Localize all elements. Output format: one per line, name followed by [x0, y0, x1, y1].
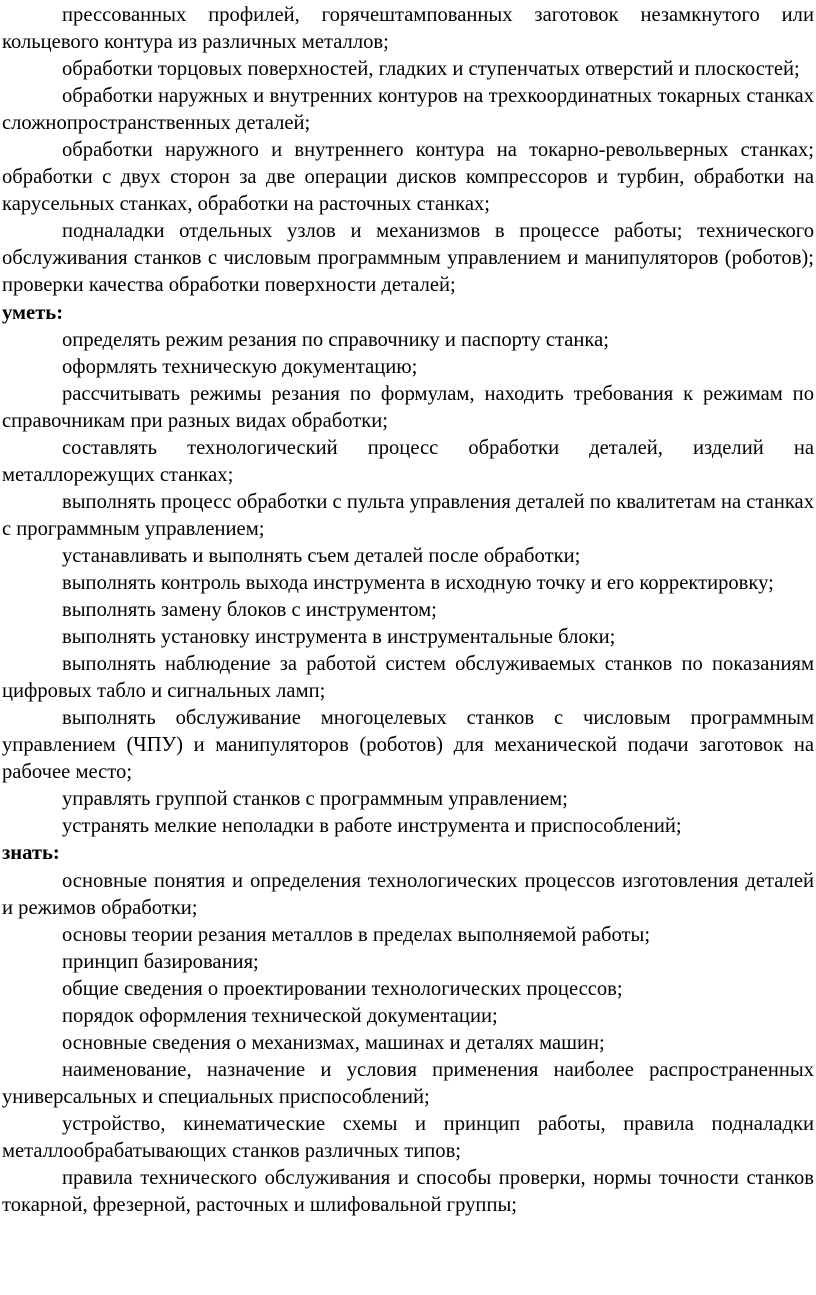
document-paragraph: выполнять наблюдение за работой систем обслуживаемых станков по показаниям цифровых табло и сигнальных ламп;	[2, 653, 814, 703]
document-paragraph: оформлять техническую документацию;	[62, 355, 418, 378]
document-paragraph: выполнять установку инструмента в инструментальные блоки;	[62, 626, 616, 649]
document-paragraph: принцип базирования;	[62, 950, 259, 973]
document-paragraph: составлять технологический процесс обработки деталей, изделий на металлорежущих станках;	[2, 436, 814, 486]
document-paragraph: порядок оформления технической документации;	[62, 1004, 498, 1027]
document-paragraph: рассчитывать режимы резания по формулам, находить требования к режимам по справочникам при разных видах обработки;	[2, 382, 814, 432]
document-paragraph: общие сведения о проектировании технологических процессов;	[62, 977, 623, 1000]
document-paragraph: выполнять замену блоков с инструментом;	[62, 599, 437, 622]
document-paragraph: выполнять обслуживание многоцелевых станков с числовым программным управлением (ЧПУ) и манипуляторов (роботов) для механической подачи заготовок на рабочее место;	[2, 707, 814, 784]
document-paragraph: основные сведения о механизмах, машинах и деталях машин;	[62, 1031, 605, 1054]
document-paragraph: прессованных профилей, горячештампованных заготовок незамкнутого или кольцевого контура из различных металлов;	[2, 4, 814, 54]
section-heading: знать:	[2, 842, 60, 865]
section-heading: уметь:	[2, 301, 64, 324]
document-paragraph: устранять мелкие неполадки в работе инструмента и приспособлений;	[62, 815, 682, 838]
document-paragraph: обработки наружных и внутренних контуров на трехкоординатных токарных станках сложнопространственных деталей;	[2, 85, 814, 135]
document-paragraph: подналадки отдельных узлов и механизмов в процессе работы; технического обслуживания станков с числовым программным управлением и манипуляторов (роботов); проверки качества обработки поверхности деталей;	[2, 220, 814, 297]
document-paragraph: правила технического обслуживания и способы проверки, нормы точности станков токарной, фрезерной, расточных и шлифовальной группы;	[2, 1167, 814, 1217]
document-paragraph: выполнять контроль выхода инструмента в исходную точку и его корректировку;	[62, 571, 774, 594]
document-paragraph: выполнять процесс обработки с пульта управления деталей по квалитетам на станках с программным управлением;	[2, 490, 814, 540]
document-paragraph: обработки торцовых поверхностей, гладких и ступенчатых отверстий и плоскостей;	[62, 58, 800, 81]
document-paragraph: определять режим резания по справочнику и паспорту станка;	[62, 328, 609, 351]
document-paragraph: основные понятия и определения технологических процессов изготовления деталей и режимов обработки;	[2, 869, 814, 919]
document-paragraph: обработки наружного и внутреннего контура на токарно-револьверных станках; обработки с двух сторон за две операции дисков компрессоров и турбин, обработки на карусельных станках, обработки на расточных станках;	[2, 139, 814, 216]
document-paragraph: наименование, назначение и условия применения наиболее распространенных универсальных и специальных приспособлений;	[2, 1058, 814, 1108]
document-paragraph: устанавливать и выполнять съем деталей после обработки;	[62, 544, 581, 567]
document-paragraph: основы теории резания металлов в пределах выполняемой работы;	[62, 923, 651, 946]
document-paragraph: управлять группой станков с программным управлением;	[62, 788, 568, 811]
document-paragraph: устройство, кинематические схемы и принцип работы, правила подналадки металлообрабатывающих станков различных типов;	[2, 1112, 814, 1162]
